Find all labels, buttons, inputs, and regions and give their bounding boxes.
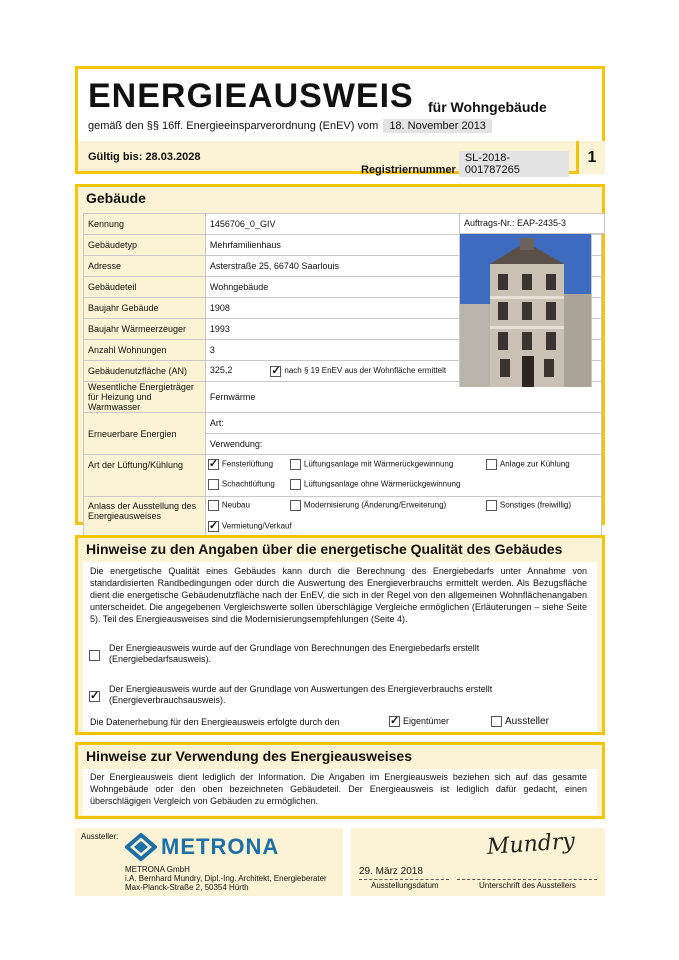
building-photo — [459, 234, 592, 387]
issuer-address: Max-Planck-Straße 2, 50354 Hürth — [125, 883, 249, 892]
table-row — [84, 497, 602, 539]
option-label: Lüftungsanlage mit Wärmerückgewinnung — [303, 459, 454, 469]
signature-line — [457, 879, 597, 880]
row-label: Gebäudeteil — [84, 277, 206, 298]
checkbox[interactable] — [89, 691, 100, 702]
energietraeger-value: Fernwärme — [205, 382, 601, 413]
auftrags-nummer: Auftrags-Nr.: EAP-2435-3 — [459, 213, 605, 234]
checkbox[interactable] — [491, 716, 502, 727]
option-eigentuemer[interactable] — [389, 716, 449, 727]
hinweise-qualitaet-section — [75, 535, 605, 735]
option-lueftung-ohne-wrg[interactable] — [290, 479, 461, 490]
row-value: 1456706_0_GIV — [205, 214, 601, 235]
row-label: Anzahl Wohnungen — [84, 340, 206, 361]
option-aussteller[interactable] — [491, 716, 549, 727]
header-panel — [75, 66, 605, 174]
lueftung-options — [205, 455, 601, 497]
option-label: Lüftungsanlage ohne Wärmerückgewinnung — [303, 479, 461, 489]
row-label: Gebäudetyp — [84, 235, 206, 256]
option-label: Vermietung/Verkauf — [221, 521, 292, 531]
row-value: 1993 — [205, 319, 601, 340]
checkbox[interactable] — [208, 459, 219, 470]
anlass-options — [205, 497, 601, 539]
table-row — [84, 455, 602, 497]
metrona-logo-text: METRONA — [161, 834, 280, 859]
option-fensterlueftung[interactable] — [208, 459, 273, 470]
option-label: Fensterlüftung — [221, 459, 274, 469]
hinweise-verwendung-section — [75, 742, 605, 819]
checkbox[interactable] — [208, 500, 219, 511]
option-neubau[interactable] — [208, 500, 250, 511]
option-label: Anlage zur Kühlung — [499, 459, 570, 469]
hinweise-verwendung-title: Hinweise zur Verwendung des Energieausweises — [86, 748, 413, 764]
checkbox[interactable] — [290, 479, 301, 490]
issue-date-label: Ausstellungsdatum — [371, 881, 439, 890]
enev-date: 18. November 2013 — [383, 119, 492, 133]
registration-value: SL-2018-001787265 — [459, 151, 569, 177]
nutzflaeche-label: Gebäudenutzfläche (AN) — [84, 361, 206, 382]
signature-label: Unterschrift des Ausstellers — [479, 881, 576, 890]
building-photo-image — [460, 234, 591, 387]
hinweise-qualitaet-title: Hinweise zu den Angaben über die energetische Qualität des Gebäudes — [86, 541, 563, 557]
row-value: 1908 — [205, 298, 601, 319]
validity: Gültig bis: 28.03.2028 — [88, 151, 201, 163]
gebaeude-title: Gebäude — [86, 190, 146, 206]
registration-label: Registriernummer — [361, 164, 456, 176]
issue-date: 29. März 2018 — [359, 866, 423, 877]
option-schachtlueftung[interactable] — [208, 479, 275, 490]
option-kuehlung[interactable] — [486, 459, 570, 470]
checkbox[interactable] — [89, 650, 100, 661]
option-label: Eigentümer — [403, 716, 450, 726]
anlass-label: Anlass der Ausstellung des Energieausweises — [84, 497, 206, 539]
enev-text: gemäß den §§ 16ff. Energieeinsparverordnung (EnEV) vom — [88, 120, 379, 132]
erneuerbare-art: Art: — [205, 413, 601, 434]
checkbox[interactable] — [486, 500, 497, 511]
verbrauchsausweis-label: Der Energieausweis wurde auf der Grundlage von Auswertungen des Energieverbrauchs erstellt (Energieverbrauchsausweis). — [109, 684, 493, 705]
row-value: Asterstraße 25, 66740 Saarlouis — [205, 256, 601, 277]
row-value: Mehrfamilienhaus — [205, 235, 601, 256]
option-sonstiges[interactable] — [486, 500, 571, 511]
document-title: ENERGIEAUSWEIS — [88, 77, 414, 115]
checkbox[interactable] — [290, 500, 301, 511]
nutzflaeche-checkbox[interactable] — [270, 366, 281, 377]
row-value: Wohngebäude — [205, 277, 601, 298]
date-line — [359, 879, 449, 880]
checkbox[interactable] — [486, 459, 497, 470]
row-label: Baujahr Wärmeerzeuger — [84, 319, 206, 340]
nutzflaeche-check-label: nach § 19 EnEV aus der Wohnfläche ermittelt — [284, 366, 447, 376]
hinweise-paragraph: Die energetische Qualität eines Gebäudes kann durch die Berechnung des Energiebedarfs unter Annahme von standardisierten Randbedingungen oder durch die Auswertung des Energieverbrauchs ermittelt werden. Als Bezugsfläche dient die energetische Gebäudenutzfläche nach der EnEV, die sich in der Regel von den allgemeinen Wohnflächenangaben unterscheidet. Die angegebenen Vergleichswerte sollen überschlägige Vergleiche ermöglichen (Erläuterungen – siehe Seite 5). Teil des Energieausweises sind die Modernisierungsempfehlungen (Seite 4). — [90, 566, 587, 624]
row-label: Kennung — [84, 214, 206, 235]
metrona-logo-icon — [125, 833, 157, 861]
nutzflaeche-value: 325,2 — [209, 365, 233, 376]
erneuerbare-verwendung: Verwendung: — [205, 434, 601, 455]
row-label: Adresse — [84, 256, 206, 277]
gebaeude-section — [75, 184, 605, 531]
signature-panel — [351, 828, 605, 896]
option-label: Aussteller — [505, 716, 549, 728]
erneuerbare-label: Erneuerbare Energien — [84, 413, 206, 455]
checkbox[interactable] — [290, 459, 301, 470]
option-verbrauchsausweis[interactable] — [89, 688, 103, 706]
option-label: Neubau — [221, 500, 250, 510]
aussteller-panel — [75, 828, 343, 896]
datenerhebung-text: Die Datenerhebung für den Energieausweis erfolgte durch den — [90, 717, 340, 727]
option-label: Schachtlüftung — [221, 479, 275, 489]
option-vermietung[interactable] — [208, 521, 292, 532]
row-label: Baujahr Gebäude — [84, 298, 206, 319]
checkbox[interactable] — [389, 716, 400, 727]
header-top — [78, 69, 602, 141]
option-bedarfsausweis[interactable] — [89, 647, 103, 665]
hinweise-qualitaet-body — [83, 562, 597, 732]
enev-reference — [88, 119, 492, 133]
registration — [361, 151, 569, 177]
signature: Mundry — [486, 828, 576, 861]
company-name: METRONA GmbH — [125, 865, 190, 874]
page-number: 1 — [576, 141, 605, 174]
document-subtitle: für Wohngebäude — [428, 99, 547, 115]
option-lueftung-mit-wrg[interactable] — [290, 459, 453, 470]
verwendung-paragraph: Der Energieausweis dient lediglich der Information. Die Angaben im Energieausweis beziehen sich auf das gesamte Wohngebäude oder den oben bezeichneten Gebäudeteil. Der Energieausweis ist lediglich dafür gedacht, einen überschlägigen Vergleich von Gebäuden zu ermöglichen. — [90, 772, 587, 806]
table-row — [84, 413, 602, 434]
bedarfsausweis-label: Der Energieausweis wurde auf der Grundlage von Berechnungen des Energiebedarfs erstellt (Energiebedarfsausweis). — [109, 643, 480, 664]
option-label: Modernisierung (Änderung/Erweiterung) — [303, 500, 447, 510]
option-modernisierung[interactable] — [290, 500, 446, 511]
checkbox[interactable] — [208, 479, 219, 490]
lueftung-label: Art der Lüftung/Kühlung — [84, 455, 206, 497]
issuer-person: i.A. Bernhard Mundry, Dipl.-Ing. Architekt, Energieberater — [125, 874, 327, 883]
energietraeger-label: Wesentliche Energieträger für Heizung und Warmwasser — [84, 382, 206, 413]
row-value: 3 — [205, 340, 601, 361]
checkbox[interactable] — [208, 521, 219, 532]
aussteller-label: Aussteller: — [81, 832, 119, 841]
option-label: Sonstiges (freiwillig) — [499, 500, 572, 510]
hinweise-verwendung-body — [83, 769, 597, 815]
